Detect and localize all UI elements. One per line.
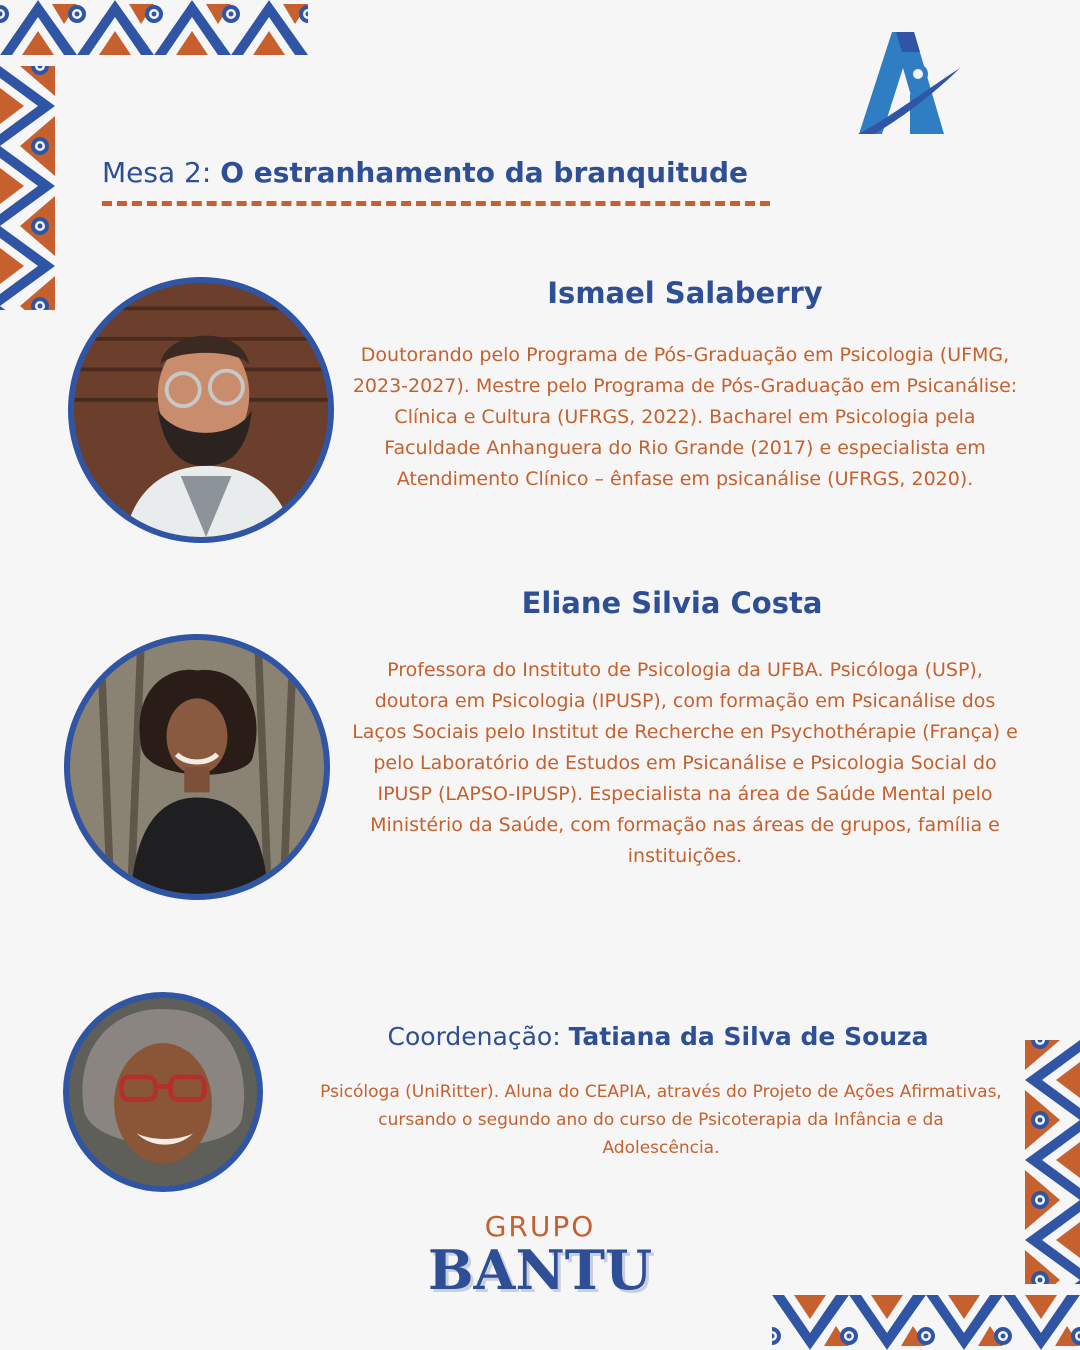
title-divider (102, 201, 770, 206)
speaker-2-bio: Professora do Instituto de Psicologia da UFBA. Psicóloga (USP), doutora em Psicologia (IPUSP), com formação em Psicanálise dos Laços Sociais pelo Institut de Recherche en Psychothérapie (França) e pelo Laboratório de Estudos em Psicanálise e Psicologia Social do IPUSP (LAPSO-IPUSP). Especialista na área de Saúde Mental pelo Ministério da Saúde, com formação nas áreas de grupos, família e instituições. (352, 659, 1018, 867)
coordination-label: Coordenação: (387, 1022, 569, 1051)
title-bold: O estranhamento da branquitude (220, 156, 749, 189)
coordinator-photo (63, 992, 263, 1192)
coordination-heading (330, 1022, 986, 1051)
pattern-right-vertical (1025, 1040, 1080, 1284)
speaker-2-photo (64, 634, 330, 900)
brand-main-text: BANTU (427, 1238, 653, 1302)
title-prefix: Mesa 2: (102, 156, 221, 189)
page-title (102, 156, 748, 189)
coordinator-bio: Psicóloga (UniRitter). Aluna do CEAPIA, através do Projeto de Ações Afirmativas, cursando o segundo ano do curso de Psicoterapia da Infância e da Adolescência. (320, 1082, 1002, 1158)
speaker-1-name: Ismael Salaberry (547, 276, 823, 310)
institution-logo-icon (856, 30, 964, 136)
speaker-2-name: Eliane Silvia Costa (521, 586, 823, 620)
speaker-1-bio: Doutorando pelo Programa de Pós-Graduação em Psicologia (UFMG, 2023-2027). Mestre pelo Programa de Pós-Graduação em Psicanálise: Clínica e Cultura (UFRGS, 2022). Bacharel em Psicologia pela Faculdade Anhanguera do Rio Grande (2017) e especialista em Atendimento Clínico – ênfase em psicanálise (UFRGS, 2020). (352, 344, 1018, 490)
pattern-bottom-right (772, 1295, 1080, 1350)
pattern-left-vertical (0, 66, 55, 310)
pattern-top-left (0, 0, 308, 55)
brand-top-text: GRUPO (484, 1210, 596, 1243)
speaker-1-photo (68, 277, 334, 543)
coordinator-name: Tatiana da Silva de Souza (568, 1022, 929, 1051)
brand-logo (420, 1210, 660, 1302)
